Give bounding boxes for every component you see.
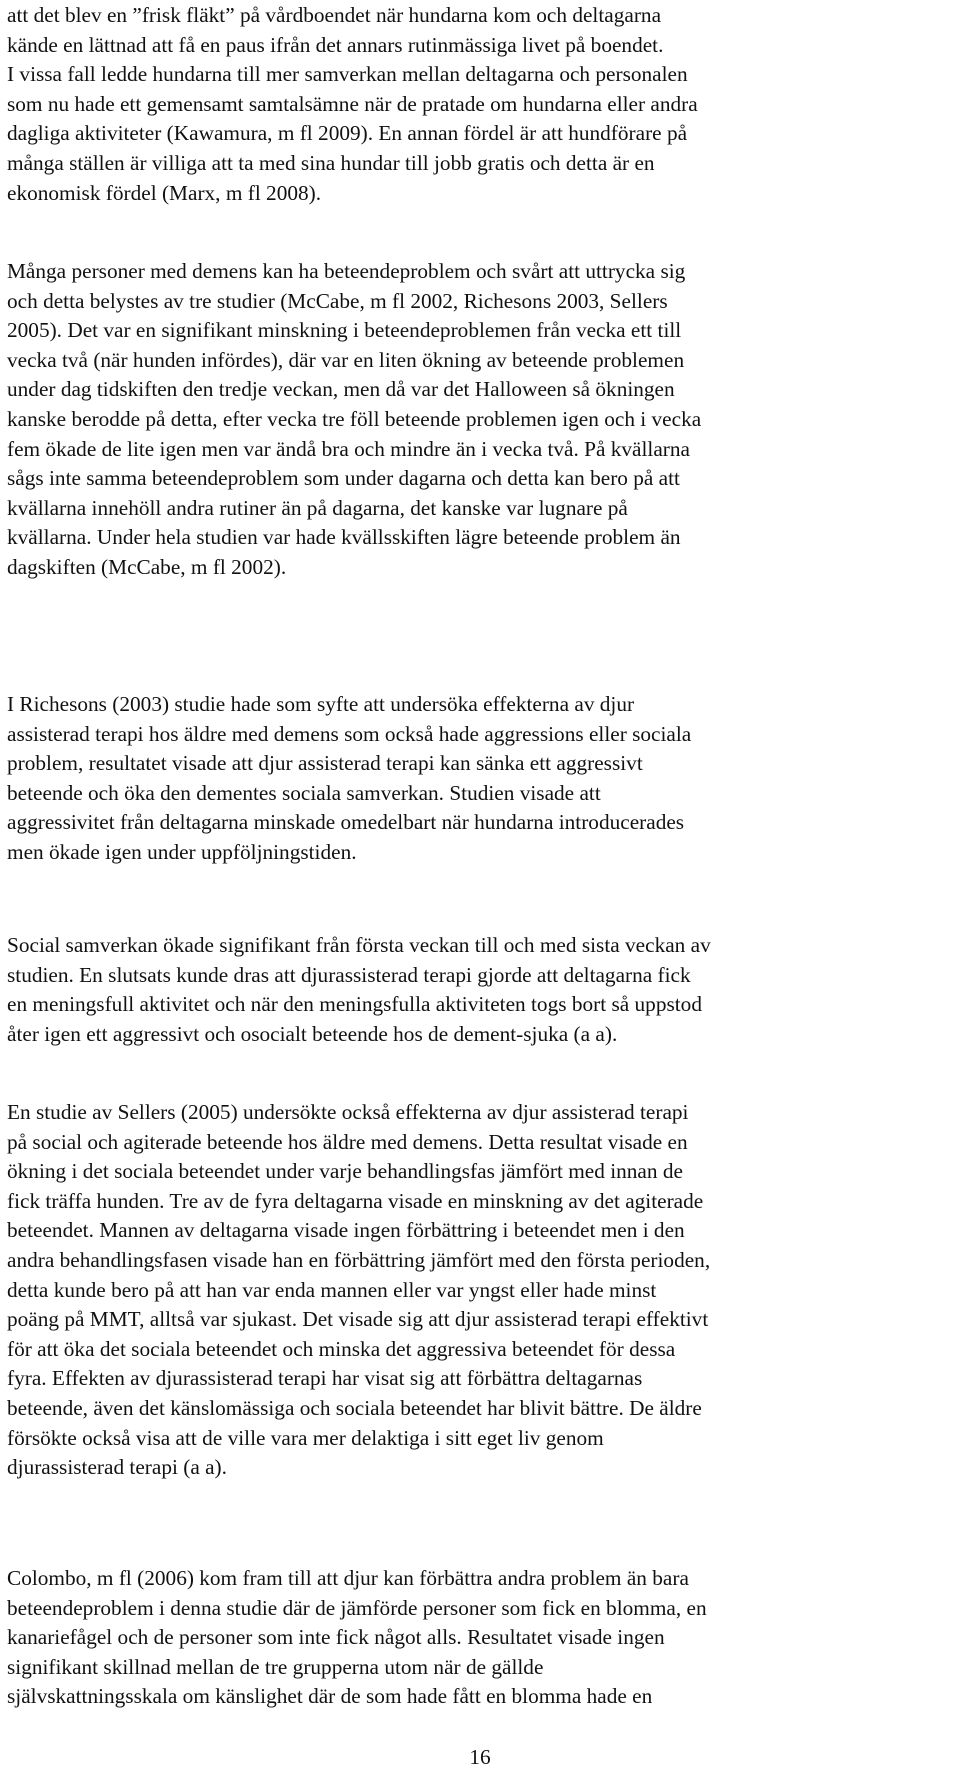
text-line: men ökade igen under uppföljningstiden. (7, 839, 357, 864)
text-line: I Richesons (2003) studie hade som syfte att undersöka effekterna av djur (7, 692, 635, 716)
text-line: fick träffa hunden. Tre av de fyra deltagarna visade en minskning av det agiterade (7, 1188, 704, 1213)
text-line: fyra. Effekten av djurassisterad terapi har visat sig att förbättra deltagarnas (7, 1366, 643, 1391)
paragraph-4 (7, 931, 959, 1049)
page-number: 16 (469, 1745, 491, 1769)
paragraph-5 (7, 1098, 959, 1483)
text-line: Social samverkan ökade signifikant från första veckan till och med sista veckan av (7, 933, 711, 957)
text-line: djurassisterad terapi (a a). (7, 1455, 227, 1480)
text-line: kanske berodde på detta, efter vecka tre föll beteende problemen igen och i vecka (7, 406, 702, 431)
text-line: försökte också visa att de ville vara mer delaktiga i sitt eget liv genom (7, 1425, 604, 1450)
paragraph-6 (7, 1564, 959, 1712)
text-line: aggressivitet från deltagarna minskade omedelbart när hundarna introducerades (7, 810, 685, 835)
paragraph-1 (7, 1, 959, 208)
text-line: ökning i det sociala beteendet under varje behandlingsfas jämfört med innan de (7, 1159, 683, 1184)
text-line: signifikant skillnad mellan de tre grupperna utom när de gällde (7, 1654, 544, 1679)
text-line: Colombo, m fl (2006) kom fram till att djur kan förbättra andra problem än bara (7, 1566, 689, 1590)
text-line: för att öka det sociala beteendet och minska det aggressiva beteendet för dessa (7, 1336, 676, 1361)
text-line: I vissa fall ledde hundarna till mer samverkan mellan deltagarna och personalen (7, 62, 688, 87)
text-line: under dag tidskiften den tredje veckan, men då var det Halloween så ökningen (7, 377, 675, 402)
text-line: 2005). Det var en signifikant minskning i beteendeproblemen från vecka ett till (7, 318, 682, 343)
text-line: ekonomisk fördel (Marx, m fl 2008). (7, 180, 322, 205)
text-line: dagliga aktiviteter (Kawamura, m fl 2009). En annan fördel är att hundförare på (7, 121, 688, 146)
text-line: poäng på MMT, alltså var sjukast. Det visade sig att djur assisterad terapi effektivt (7, 1307, 709, 1332)
text-line: beteende och öka den dementes sociala samverkan. Studien visade att (7, 780, 601, 805)
text-line: en meningsfull aktivitet och när den meningsfulla aktiviteten togs bort så uppstod (7, 992, 702, 1017)
text-line: beteende, även det känslomässiga och sociala beteendet har blivit bättre. De äldre (7, 1395, 702, 1420)
text-line: assisterad terapi hos äldre med demens som också hade aggressions eller sociala (7, 721, 692, 746)
text-line: problem, resultatet visade att djur assisterad terapi kan sänka ett aggressivt (7, 751, 643, 776)
text-line: detta kunde bero på att han var enda mannen eller var yngst eller hade minst (7, 1277, 657, 1302)
text-line: att det blev en ”frisk fläkt” på vårdboendet när hundarna kom och deltagarna (7, 3, 662, 27)
text-line: kvällarna innehöll andra rutiner än på dagarna, det kanske var lugnare på (7, 495, 628, 520)
text-line: andra behandlingsfasen visade han en förbättring jämfört med den första perioden, (7, 1247, 711, 1272)
text-line: vecka två (när hunden infördes), där var en liten ökning av beteende problemen (7, 347, 685, 372)
text-line: sågs inte samma beteendeproblem som under dagarna och detta kan bero på att (7, 466, 680, 491)
text-line: Många personer med demens kan ha beteendeproblem och svårt att uttrycka sig (7, 259, 686, 283)
paragraph-3 (7, 690, 959, 868)
text-line: åter igen ett aggressivt och osocialt beteende hos de dement-sjuka (a a). (7, 1021, 618, 1046)
text-line: beteendeproblem i denna studie där de jämförde personer som fick en blomma, en (7, 1595, 707, 1620)
paragraph-2 (7, 257, 959, 583)
text-line: fem ökade de lite igen men var ändå bra och mindre än i vecka två. På kvällarna (7, 436, 690, 461)
text-line: kanariefågel och de personer som inte fick något alls. Resultatet visade ingen (7, 1625, 665, 1650)
text-line: många ställen är villiga att ta med sina hundar till jobb gratis och detta är en (7, 150, 655, 175)
text-line: som nu hade ett gemensamt samtalsämne när de pratade om hundarna eller andra (7, 91, 698, 116)
text-line: En studie av Sellers (2005) undersökte också effekterna av djur assisterad terapi (7, 1100, 689, 1124)
text-line: beteendet. Mannen av deltagarna visade ingen förbättring i beteendet men i den (7, 1218, 685, 1243)
text-line: dagskiften (McCabe, m fl 2002). (7, 554, 287, 579)
text-line: kände en lättnad att få en paus ifrån det annars rutinmässiga livet på boendet. (7, 32, 664, 57)
text-line: på social och agiterade beteende hos äldre med demens. Detta resultat visade en (7, 1129, 688, 1154)
text-line: kvällarna. Under hela studien var hade kvällsskiften lägre beteende problem än (7, 525, 681, 550)
text-line: och detta belystes av tre studier (McCabe, m fl 2002, Richesons 2003, Sellers (7, 288, 668, 313)
text-line: studien. En slutsats kunde dras att djurassisterad terapi gjorde att deltagarna fick (7, 962, 691, 987)
text-line: självskattningsskala om känslighet där de som hade fått en blomma hade en (7, 1684, 653, 1709)
